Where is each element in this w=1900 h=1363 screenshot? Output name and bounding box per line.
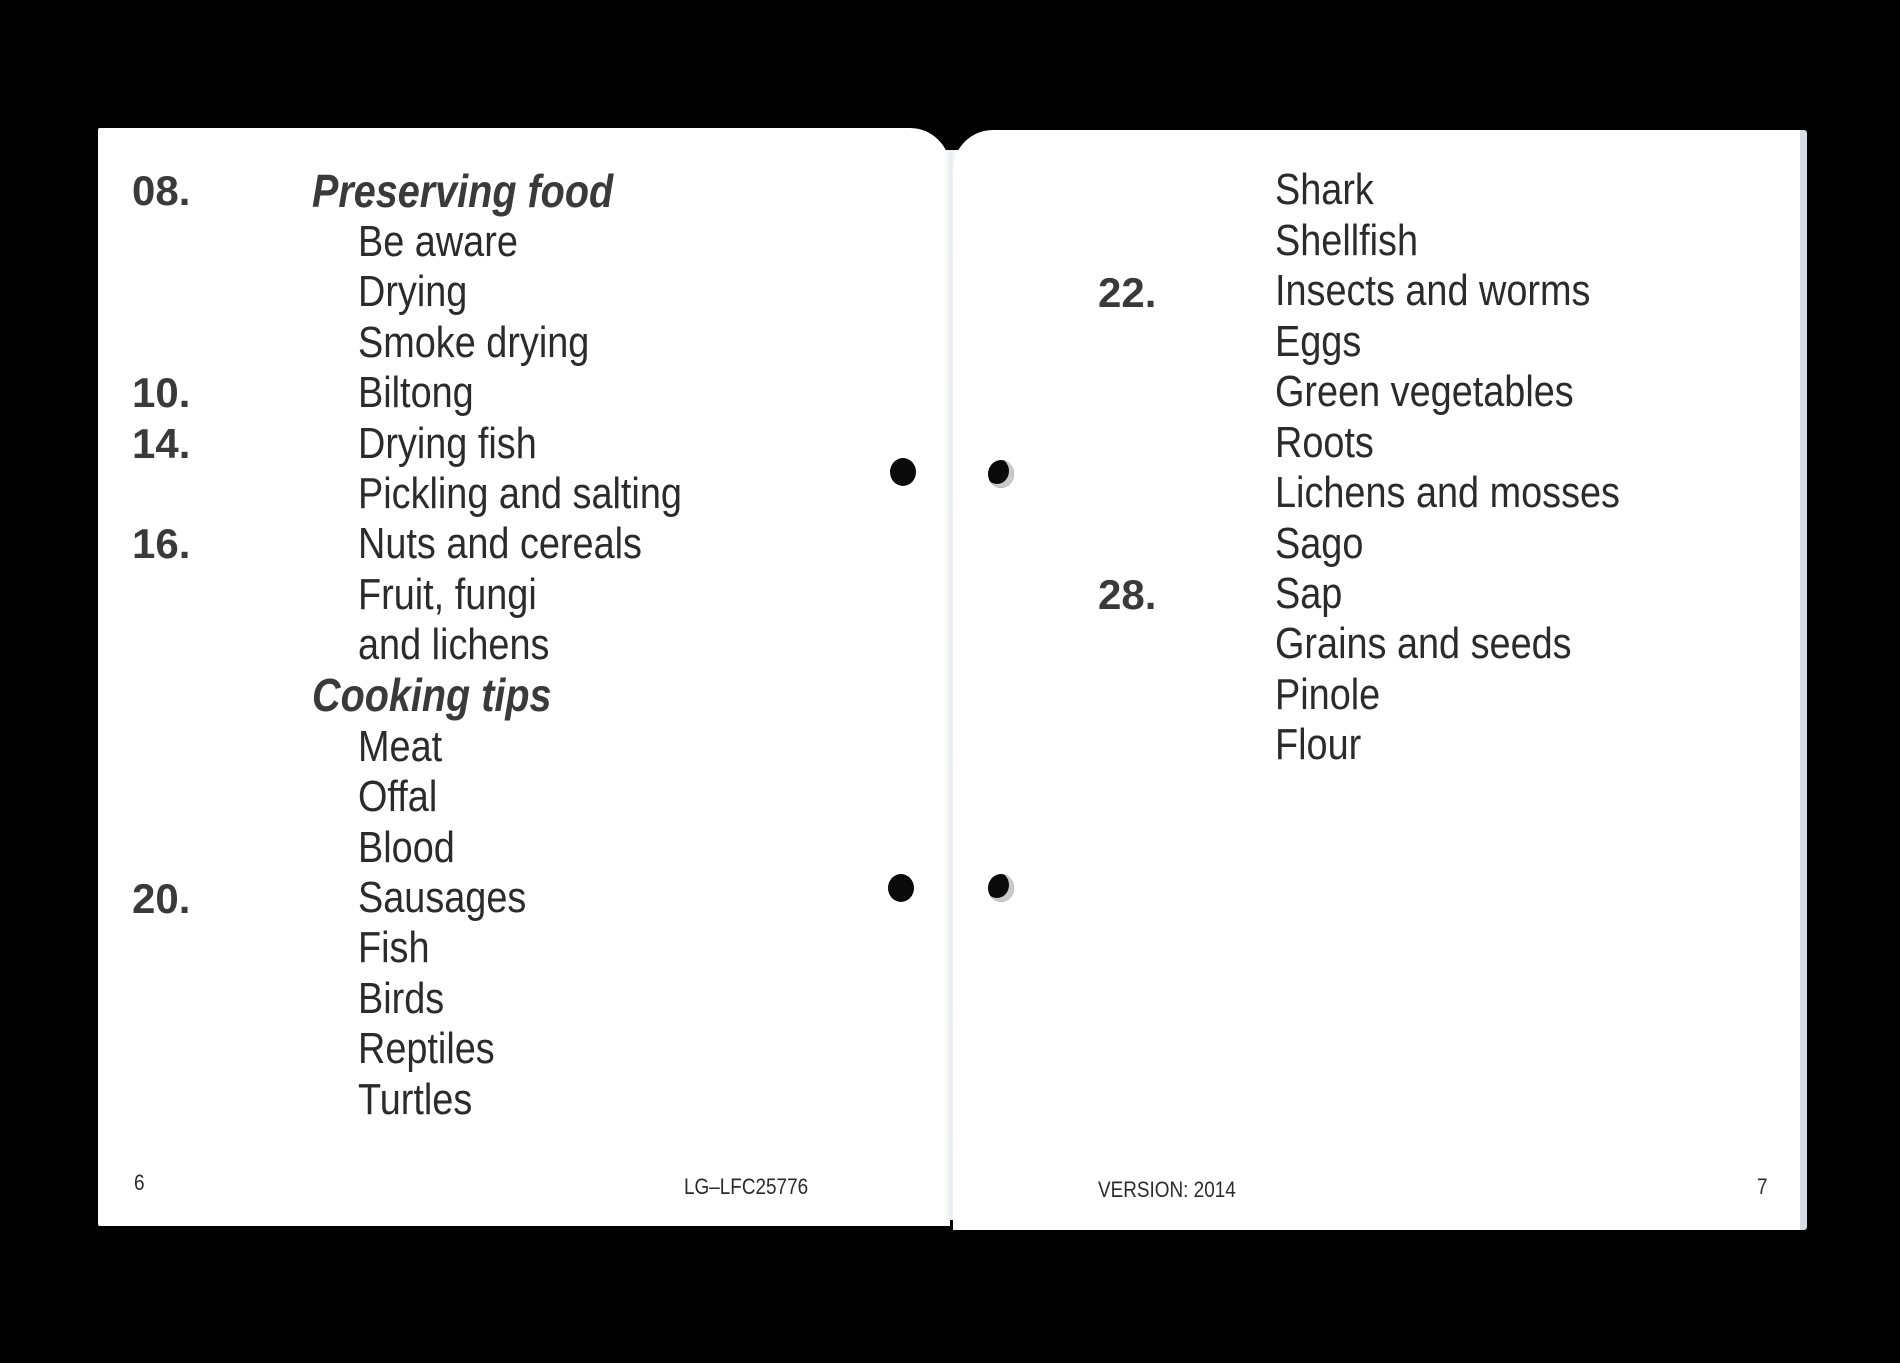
toc-item-birds: Birds [358, 974, 445, 1023]
toc-item-turtles: Turtles [358, 1075, 473, 1124]
footer-code: LG–LFC25776 [684, 1174, 809, 1199]
toc-item-roots: Roots [1275, 418, 1374, 467]
right-page [953, 130, 1807, 1230]
toc-item-offal: Offal [358, 772, 438, 821]
toc-item-drying: Drying [358, 267, 468, 316]
toc-item-green-vegetables: Green vegetables [1275, 367, 1574, 416]
punch-hole-upper-left [890, 458, 916, 486]
toc-item-smoke-drying: Smoke drying [358, 318, 590, 367]
toc-item-meat: Meat [358, 722, 443, 771]
section-number-16: 16. [132, 520, 191, 567]
section-number-20: 20. [132, 875, 191, 922]
left-page [98, 128, 950, 1226]
punch-hole-lower-left [888, 874, 914, 902]
toc-item-biltong: Biltong [358, 368, 474, 417]
toc-item-fruit-fungi: Fruit, fungi [358, 570, 537, 619]
toc-item-drying-fish: Drying fish [358, 419, 537, 468]
punch-hole-lower-right [988, 874, 1014, 902]
toc-item-pinole: Pinole [1275, 670, 1381, 719]
toc-item-pickling-and-salting: Pickling and salting [358, 469, 682, 518]
section-number-22: 22. [1098, 269, 1157, 316]
heading-cooking-tips: Cooking tips [312, 669, 552, 721]
toc-item-shark: Shark [1275, 165, 1374, 214]
section-number-14: 14. [132, 420, 191, 467]
page-number-right: 7 [1757, 1174, 1768, 1199]
toc-item-sausages: Sausages [358, 873, 527, 922]
toc-item-eggs: Eggs [1275, 317, 1362, 366]
toc-item-grains-and-seeds: Grains and seeds [1275, 619, 1572, 668]
toc-item-be-aware: Be aware [358, 217, 518, 266]
toc-item-lichens-and-mosses: Lichens and mosses [1275, 468, 1620, 517]
section-number-28: 28. [1098, 571, 1157, 618]
footer-version: VERSION: 2014 [1098, 1177, 1236, 1202]
toc-item-flour: Flour [1275, 720, 1362, 769]
toc-item-sago: Sago [1275, 519, 1364, 568]
section-number-10: 10. [132, 369, 191, 416]
toc-item-blood: Blood [358, 823, 455, 872]
toc-item-nuts-and-cereals: Nuts and cereals [358, 519, 642, 568]
toc-item-and-lichens: and lichens [358, 620, 550, 669]
toc-item-fish: Fish [358, 923, 430, 972]
punch-hole-upper-right [988, 460, 1014, 488]
toc-item-insects-and-worms: Insects and worms [1275, 266, 1591, 315]
section-number-08: 08. [132, 167, 191, 214]
toc-item-shellfish: Shellfish [1275, 216, 1419, 265]
heading-preserving-food: Preserving food [312, 165, 614, 217]
toc-item-reptiles: Reptiles [358, 1024, 495, 1073]
page-number-left: 6 [134, 1170, 145, 1195]
toc-item-sap: Sap [1275, 569, 1343, 618]
